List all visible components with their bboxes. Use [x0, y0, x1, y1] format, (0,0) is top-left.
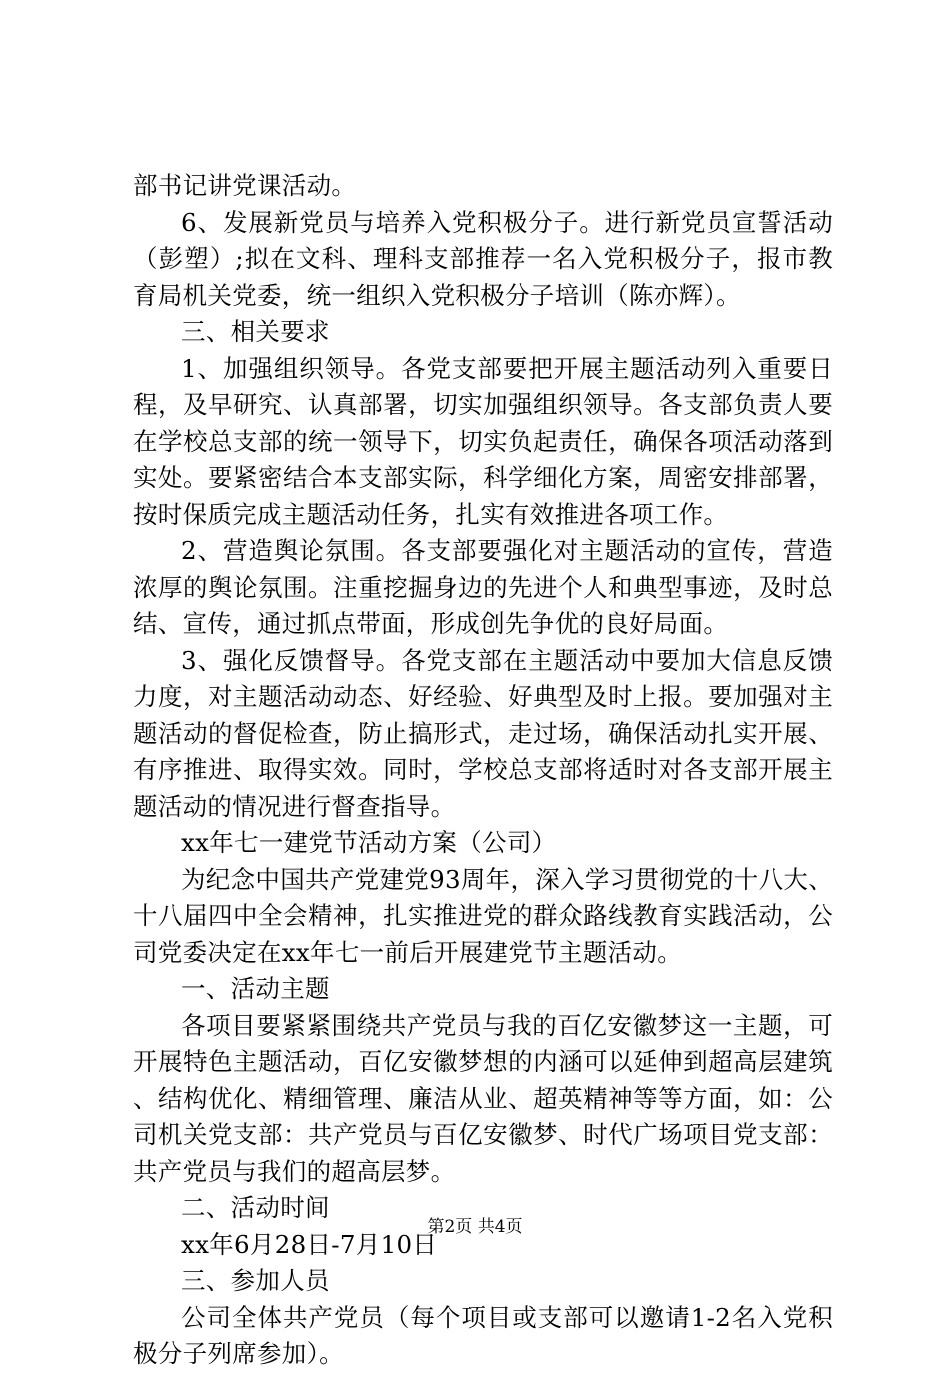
paragraph: 各项目要紧紧围绕共产党员与我的百亿安徽梦这一主题，可开展特色主题活动，百亿安徽梦想的内涵可以延伸到超高层建筑、结构优化、精细管理、廉洁从业、超英精神等等方面，如：公司机关党支部：共产党员与百亿安徽梦、时代广场项目党支部：共产党员与我们的超高层梦。 [133, 1010, 833, 1186]
paragraph: 三、相关要求 [181, 317, 330, 346]
paragraph: 3、强化反馈督导。各党支部在主题活动中要加大信息反馈力度，对主题活动动态、好经验、好典型及时上报。要加强对主题活动的督促检查，防止搞形式，走过场，确保活动扎实开展、有序推进、取得实效。同时，学校总支部将适时对各支部开展主题活动的情况进行督查指导。 [133, 645, 833, 821]
paragraph: 二、活动时间 [181, 1193, 330, 1222]
page-footer: 第2页 共4页 [427, 1217, 523, 1237]
paragraph: 一、活动主题 [181, 974, 330, 1003]
paragraph: 三、参加人员 [181, 1266, 330, 1295]
document-body [133, 168, 833, 1373]
paragraph: 公司全体共产党员（每个项目或支部可以邀请1-2名入党积极分子列席参加）。 [133, 1302, 833, 1368]
paragraph: 为纪念中国共产党建党93周年，深入学习贯彻党的十八大、十八届四中全会精神，扎实推进党的群众路线教育实践活动，公司党委决定在xx年七一前后开展建党节主题活动。 [133, 864, 833, 967]
paragraph: 6、发展新党员与培养入党积极分子。进行新党员宣誓活动（彭塑）;拟在文科、理科支部推荐一名入党积极分子，报市教育局机关党委，统一组织入党积极分子培训（陈亦辉）。 [133, 207, 833, 310]
paragraph: 2、营造舆论氛围。各支部要强化对主题活动的宣传，营造浓厚的舆论氛围。注重挖掘身边的先进个人和典型事迹，及时总结、宣传，通过抓点带面，形成创先争优的良好局面。 [133, 536, 833, 638]
paragraph: 部书记讲党课活动。 [133, 171, 357, 200]
paragraph: 1、加强组织领导。各党支部要把开展主题活动列入重要日程，及早研究、认真部署，切实加强组织领导。各支部负责人要在学校总支部的统一领导下，切实负起责任，确保各项活动落到实处。要紧密结合本支部实际，科学细化方案，周密安排部署，按时保质完成主题活动任务，扎实有效推进各项工作。 [133, 353, 833, 529]
paragraph: xx年6月28日-7月10日 [181, 1229, 438, 1259]
paragraph: xx年七一建党节活动方案（公司） [181, 828, 557, 857]
